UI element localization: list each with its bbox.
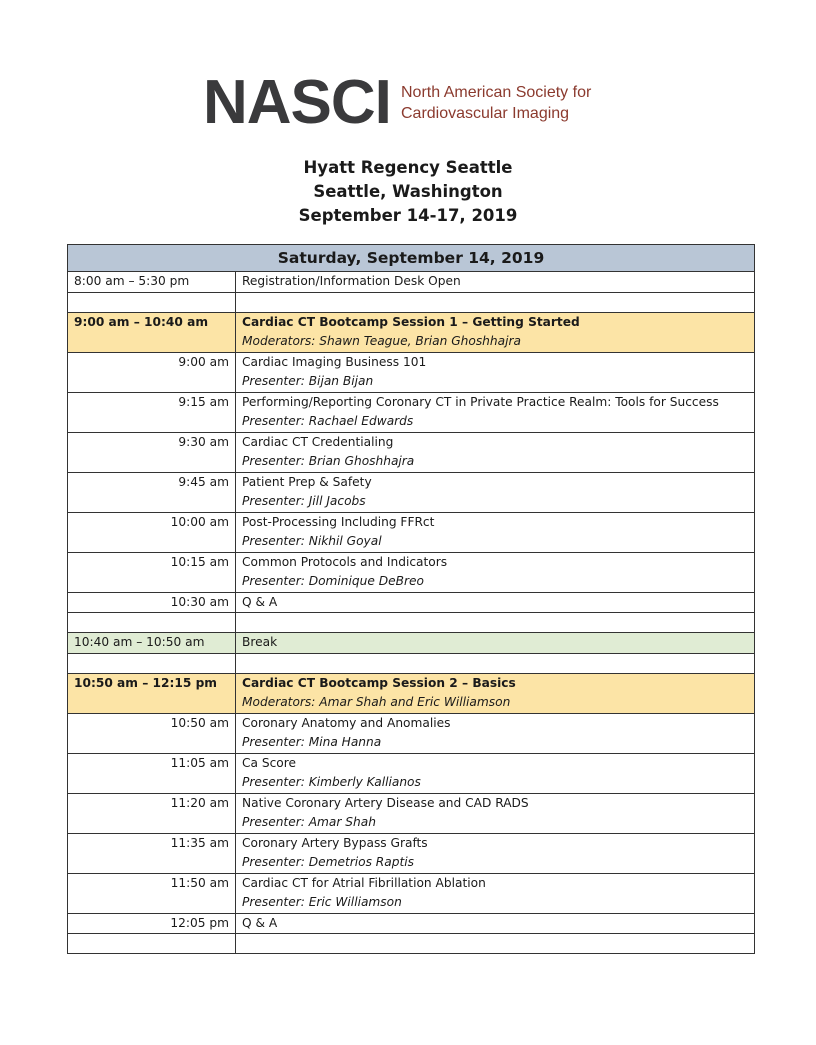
talk-presenter: Presenter: Kimberly Kallianos — [242, 775, 421, 789]
talk-row — [68, 352, 755, 392]
org-name-line-2: Cardiovascular Imaging — [401, 105, 570, 122]
break-title: Break — [236, 633, 755, 654]
talk-presenter: Presenter: Amar Shah — [242, 815, 376, 829]
day-title: Saturday, September 14, 2019 — [68, 245, 755, 272]
talk-title: Q & A — [236, 913, 755, 934]
session-title: Cardiac CT Bootcamp Session 2 – Basics — [242, 675, 516, 690]
talk-time: 9:30 am — [68, 432, 236, 472]
talk-row — [68, 472, 755, 512]
talk-time: 9:00 am — [68, 352, 236, 392]
talk-row — [68, 753, 755, 793]
talk-title: Q & A — [236, 592, 755, 613]
session-row — [68, 312, 755, 352]
talk-row — [68, 913, 755, 934]
day-header-row — [68, 245, 755, 272]
venue-city: Seattle, Washington — [313, 182, 503, 201]
talk-title: Ca Score — [242, 755, 296, 770]
session-moderators: Moderators: Amar Shah and Eric Williamson — [242, 695, 511, 709]
talk-time: 10:15 am — [68, 552, 236, 592]
talk-time: 11:35 am — [68, 833, 236, 873]
talk-presenter: Presenter: Mina Hanna — [242, 735, 382, 749]
session-moderators: Moderators: Shawn Teague, Brian Ghoshhajra — [242, 334, 521, 348]
talk-title: Coronary Artery Bypass Grafts — [242, 835, 428, 850]
talk-time: 12:05 pm — [68, 913, 236, 934]
logo-mark: NASCI — [203, 68, 391, 137]
talk-row — [68, 873, 755, 913]
talk-row — [68, 793, 755, 833]
agenda-table — [67, 244, 755, 954]
talk-row — [68, 512, 755, 552]
session-row — [68, 673, 755, 713]
session-title: Cardiac CT Bootcamp Session 1 – Getting Started — [242, 314, 580, 329]
talk-row — [68, 432, 755, 472]
talk-time: 9:45 am — [68, 472, 236, 512]
talk-title: Cardiac CT Credentialing — [242, 434, 394, 449]
talk-time: 10:30 am — [68, 592, 236, 613]
talk-title: Patient Prep & Safety — [242, 474, 372, 489]
talk-title: Performing/Reporting Coronary CT in Private Practice Realm: Tools for Success — [242, 394, 719, 409]
talk-presenter: Presenter: Dominique DeBreo — [242, 574, 424, 588]
agenda-row — [68, 272, 755, 293]
row-title: Registration/Information Desk Open — [236, 272, 755, 293]
talk-title: Coronary Anatomy and Anomalies — [242, 715, 451, 730]
talk-time: 9:15 am — [68, 392, 236, 432]
talk-presenter: Presenter: Brian Ghoshhajra — [242, 454, 415, 468]
talk-time: 11:05 am — [68, 753, 236, 793]
venue-name: Hyatt Regency Seattle — [303, 158, 513, 177]
talk-time: 11:50 am — [68, 873, 236, 913]
break-row — [68, 633, 755, 654]
talk-presenter: Presenter: Jill Jacobs — [242, 494, 366, 508]
event-dates: September 14-17, 2019 — [298, 206, 518, 225]
talk-presenter: Presenter: Rachael Edwards — [242, 414, 414, 428]
talk-presenter: Presenter: Eric Williamson — [242, 895, 402, 909]
talk-presenter: Presenter: Bijan Bijan — [242, 374, 374, 388]
talk-time: 10:00 am — [68, 512, 236, 552]
talk-title: Cardiac Imaging Business 101 — [242, 354, 427, 369]
talk-title: Common Protocols and Indicators — [242, 554, 448, 569]
session-time: 10:50 am – 12:15 pm — [74, 675, 218, 690]
row-time: 8:00 am – 5:30 pm — [68, 272, 236, 293]
talk-row — [68, 833, 755, 873]
talk-title: Post-Processing Including FFRct — [242, 514, 435, 529]
talk-row — [68, 552, 755, 592]
org-name-line-1: North American Society for — [401, 84, 592, 101]
spacer-row — [68, 292, 755, 312]
talk-presenter: Presenter: Demetrios Raptis — [242, 855, 414, 869]
talk-row — [68, 592, 755, 613]
talk-presenter: Presenter: Nikhil Goyal — [242, 534, 382, 548]
spacer-row — [68, 653, 755, 673]
talk-title: Native Coronary Artery Disease and CAD RADS — [242, 795, 529, 810]
talk-row — [68, 392, 755, 432]
talk-time: 11:20 am — [68, 793, 236, 833]
talk-title: Cardiac CT for Atrial Fibrillation Ablation — [242, 875, 486, 890]
logo-org-name — [401, 82, 641, 124]
talk-time: 10:50 am — [68, 713, 236, 753]
session-time: 9:00 am – 10:40 am — [74, 314, 209, 329]
talk-row — [68, 713, 755, 753]
spacer-row — [68, 934, 755, 954]
break-time: 10:40 am – 10:50 am — [68, 633, 236, 654]
spacer-row — [68, 613, 755, 633]
venue-block — [0, 156, 816, 228]
